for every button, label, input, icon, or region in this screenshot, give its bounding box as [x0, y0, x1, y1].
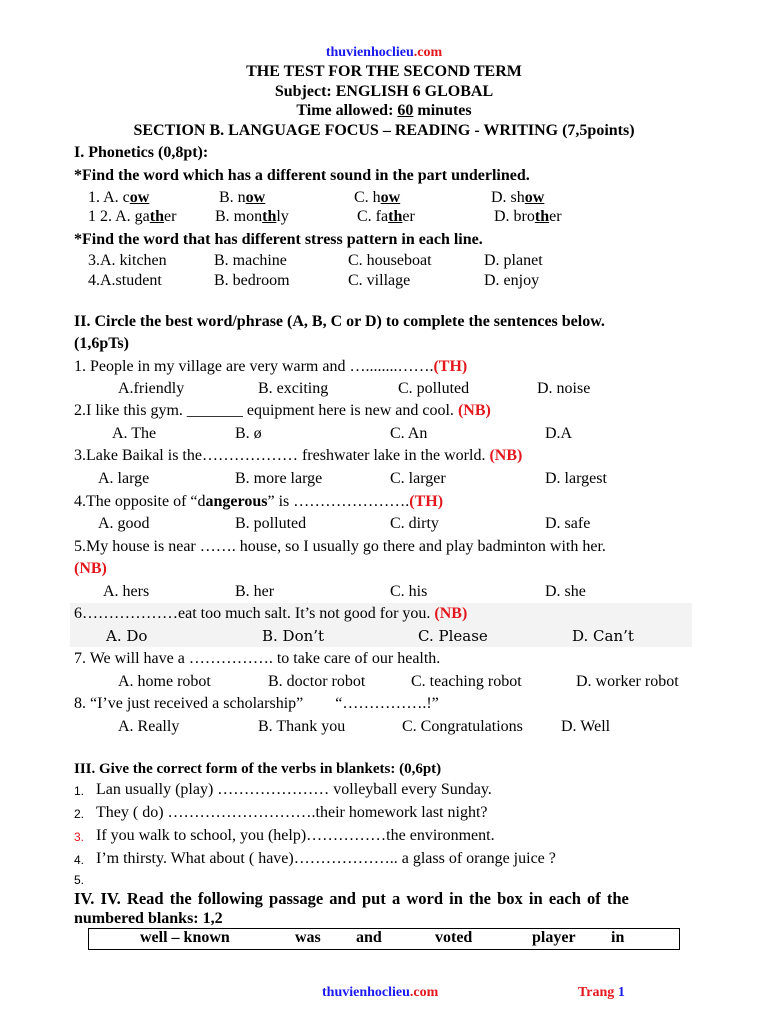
p2-q5-option-d: D. she: [545, 583, 586, 600]
p2-q7-option-c: C. teaching robot: [411, 673, 522, 690]
p2-q5-option-b: B. her: [235, 583, 275, 600]
part4-heading-line1: IV. IV. Read the following passage and put a word in the box in each of the: [74, 889, 629, 908]
p2-q6-option-b: B. Don’t: [262, 627, 325, 645]
p2-q3-option-a: A. large: [98, 470, 150, 487]
q3-option-a: 3.A. kitchen: [88, 252, 167, 269]
p2-q6-stem: 6………………eat too much salt. It’s not good for you. (NB): [74, 605, 468, 622]
q1-option-c: C. how: [354, 189, 401, 206]
p2-q6-option-d: D. Can’t: [572, 627, 634, 645]
p2-q8-option-d: D. Well: [561, 718, 611, 735]
list-item: I’m thirsty. What about ( have)……………….. a glass of orange juice ?: [96, 850, 556, 867]
list-item: They ( do) ……………………….their homework last night?: [96, 804, 488, 821]
page-number: [578, 983, 625, 1003]
p2-q8-option-c: C. Congratulations: [402, 718, 523, 735]
level-tag: (NB): [434, 605, 468, 622]
p2-q2-stem: 2.I like this gym. _______ equipment here is new and cool. (NB): [74, 402, 491, 419]
box-word: well – known: [140, 929, 230, 946]
part2-heading-line1: II. Circle the best word/phrase (A, B, C or D) to complete the sentences below.: [74, 313, 605, 330]
p2-q2-option-a: A. The: [112, 425, 157, 442]
p2-q4-stem: 4.The opposite of “dangerous” is ………………….(TH): [74, 493, 444, 510]
time-prefix: Time allowed:: [296, 102, 398, 119]
p2-q2-option-b: B. ø: [235, 425, 262, 442]
q2-option-c: C. father: [357, 208, 415, 225]
level-tag: (TH): [433, 358, 468, 375]
p2-q1-option-c: C. polluted: [398, 380, 470, 397]
list-number: 5.: [74, 873, 85, 887]
p2-q8-option-b: B. Thank you: [258, 718, 346, 735]
site-name: thuvienhoclieu: [325, 45, 414, 60]
p2-q1-option-a: A.friendly: [118, 380, 185, 397]
q2-option-d: D. brother: [494, 208, 562, 225]
part4-heading-line2: numbered blanks: 1,2: [74, 910, 223, 927]
p2-q6-option-a: A. Do: [106, 627, 148, 645]
page-num: 1: [617, 985, 625, 1000]
site-domain: .com: [409, 985, 439, 1000]
p2-q4-option-a: A. good: [98, 515, 150, 532]
p2-q8-stem: 8. “I’ve just received a scholarship” “…………….!”: [74, 695, 439, 712]
site-watermark-top: [0, 43, 768, 63]
p2-q6-option-c: C. Please: [418, 627, 488, 645]
q4-option-c: C. village: [348, 272, 411, 289]
p2-q7-option-b: B. doctor robot: [268, 673, 366, 690]
p2-q1-option-b: B. exciting: [258, 380, 329, 397]
phonetics-instruction-1: *Find the word which has a different sound in the part underlined.: [74, 167, 530, 184]
p2-q7-stem: 7. We will have a ……………. to take care of our health.: [74, 650, 441, 667]
q2-option-b: B. monthly: [215, 208, 289, 225]
p2-q5-option-c: C. his: [390, 583, 428, 600]
site-domain: .com: [413, 45, 443, 60]
q3-option-c: C. houseboat: [348, 252, 432, 269]
p2-q5-stem: 5.My house is near ……. house, so I usually go there and play badminton with her.: [74, 538, 606, 555]
subject-line: Subject: ENGLISH 6 GLOBAL: [274, 83, 494, 100]
section-title: SECTION B. LANGUAGE FOCUS – READING - WRITING (7,5points): [133, 122, 635, 139]
p2-q8-option-a: A. Really: [118, 718, 180, 735]
list-item: Lan usually (play) ………………… volleyball every Sunday.: [96, 781, 492, 798]
list-item: If you walk to school, you (help)……………the environment.: [96, 827, 495, 844]
p2-q3-option-c: C. larger: [390, 470, 446, 487]
level-tag: (TH): [409, 493, 444, 510]
p2-q7-option-d: D. worker robot: [576, 673, 679, 690]
box-word: was: [295, 929, 321, 946]
page-label: Trang: [578, 985, 618, 1000]
p2-q3-stem: 3.Lake Baikal is the……………… freshwater lake in the world. (NB): [74, 447, 523, 464]
time-allowed: [0, 101, 768, 121]
q4-option-b: B. bedroom: [214, 272, 290, 289]
site-name: thuvienhoclieu: [322, 985, 410, 1000]
list-number: 2.: [74, 807, 85, 821]
q3-option-b: B. machine: [214, 252, 287, 269]
q2-option-a: 1 2. A. gather: [88, 208, 177, 225]
part3-heading: III. Give the correct form of the verbs in blankets: (0,6pt): [74, 761, 442, 777]
q4-option-a: 4.A.student: [88, 272, 162, 289]
box-word: in: [611, 929, 625, 946]
phonetics-instruction-2: *Find the word that has different stress pattern in each line.: [74, 231, 483, 248]
site-watermark-bottom: [322, 983, 438, 1003]
q1-option-b: B. now: [219, 189, 266, 206]
q1-option-a: 1. A. cow: [88, 189, 150, 206]
list-number: 3.: [74, 830, 85, 844]
q1-option-d: D. show: [491, 189, 545, 206]
box-word: player: [532, 929, 576, 946]
p2-q3-option-b: B. more large: [235, 470, 323, 487]
level-tag: (NB): [457, 402, 491, 419]
level-tag: (NB): [489, 447, 523, 464]
part2-heading-line2: (1,6pTs): [74, 335, 129, 352]
p2-q4-option-d: D. safe: [545, 515, 591, 532]
p2-q2-option-c: C. An: [390, 425, 428, 442]
list-number: 4.: [74, 853, 85, 867]
p2-q5-option-a: A. hers: [103, 583, 150, 600]
q4-option-d: D. enjoy: [484, 272, 540, 289]
p2-q1-option-d: D. noise: [537, 380, 591, 397]
box-word: voted: [435, 929, 473, 946]
time-value: 60: [397, 102, 414, 119]
p2-q2-option-d: D.A: [545, 425, 573, 442]
p2-q1-stem: 1. People in my village are very warm and …........…….(TH): [74, 358, 468, 375]
phonetics-heading: I. Phonetics (0,8pt):: [74, 144, 209, 161]
p2-q7-option-a: A. home robot: [118, 673, 211, 690]
box-word: and: [356, 929, 382, 946]
q3-option-d: D. planet: [484, 252, 543, 269]
time-suffix: minutes: [413, 102, 472, 119]
list-number: 1.: [74, 784, 85, 798]
p2-q3-option-d: D. largest: [545, 470, 607, 487]
test-title: THE TEST FOR THE SECOND TERM: [246, 63, 522, 80]
p2-q4-option-b: B. polluted: [235, 515, 307, 532]
p2-q5-tag: (NB): [74, 560, 107, 577]
p2-q4-option-c: C. dirty: [390, 515, 439, 532]
